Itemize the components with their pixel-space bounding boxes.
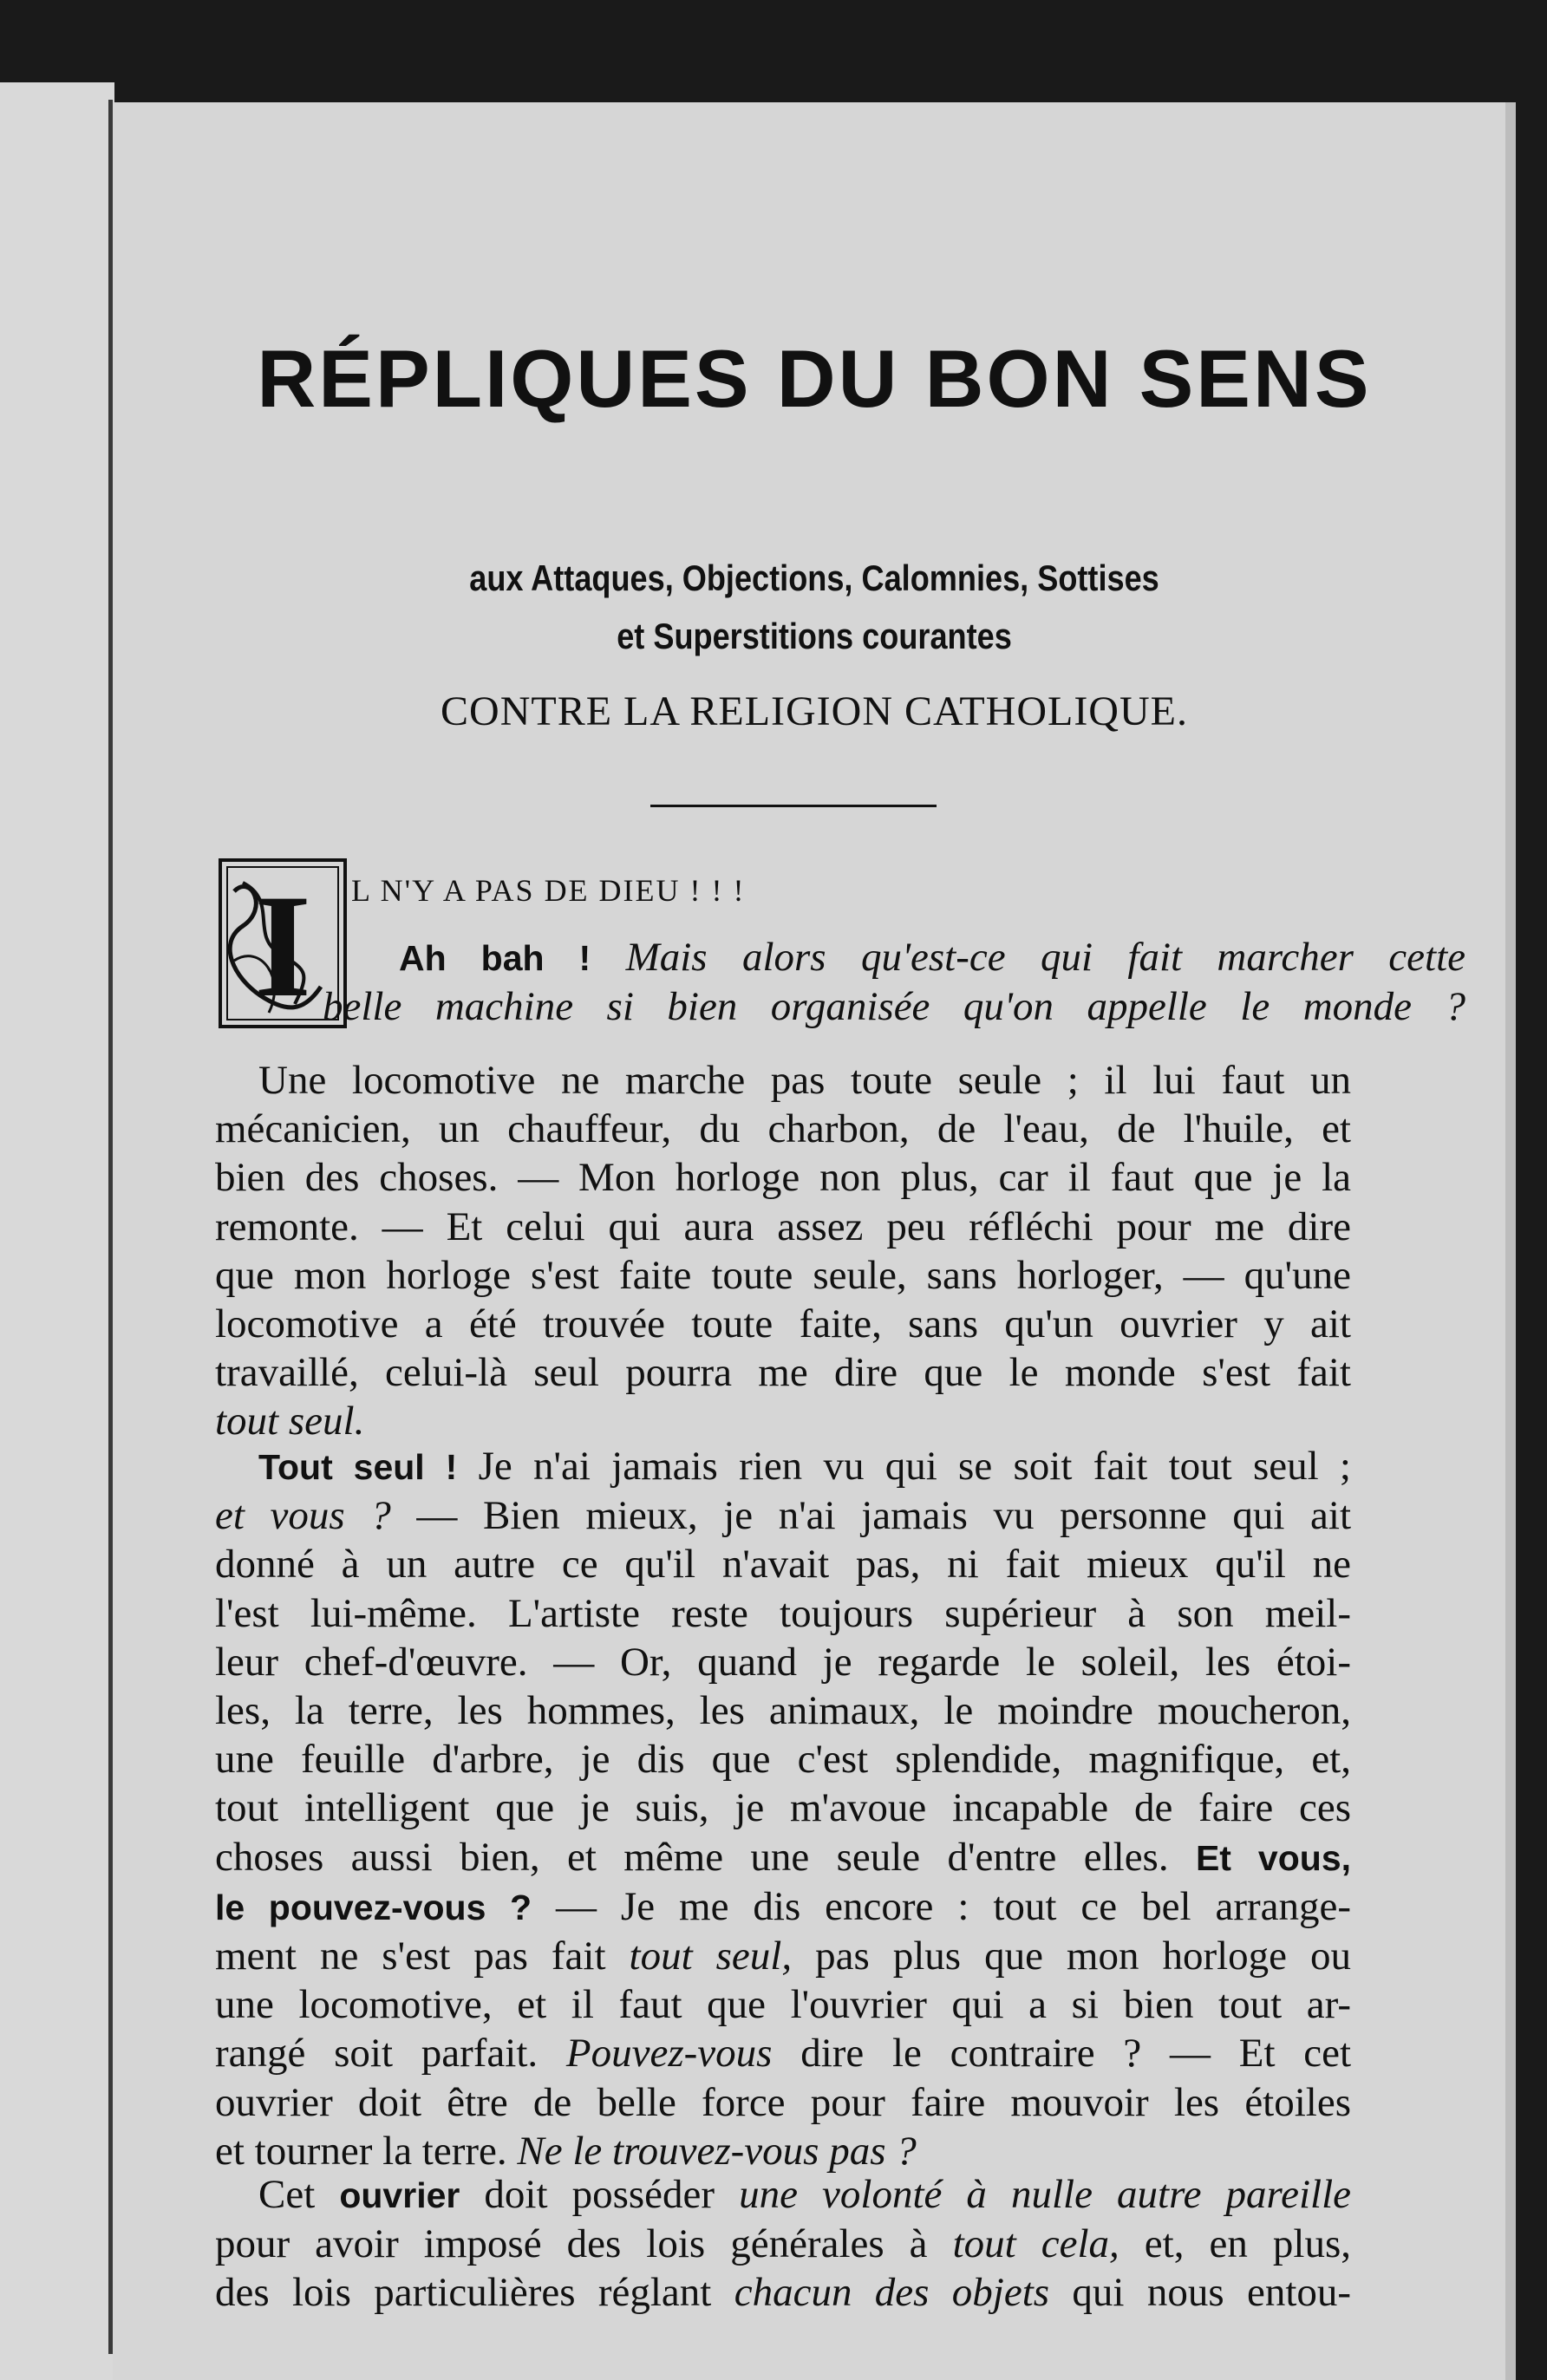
text-line <box>215 2029 1351 2077</box>
section-heading <box>351 872 746 909</box>
text-fragment: pas plus que mon horloge ou <box>815 1933 1352 1979</box>
text-line <box>215 1442 1351 1491</box>
text-line: que mon horloge s'est faite toute seule, sans horloger, — qu'une <box>215 1252 1351 1298</box>
text-line: une locomotive, et il faut que l'ouvrier qui a si bien tout ar- <box>215 1982 1351 2028</box>
ahbah-bold: Ah bah ! <box>399 938 591 978</box>
text-fragment: et, en plus, <box>1144 2221 1351 2267</box>
text-line: l'est lui-même. L'artiste reste toujours supérieur à son meil- <box>215 1590 1351 1636</box>
text-fragment: ment ne s'est pas fait <box>215 1933 606 1979</box>
text-line: mécanicien, un chauffeur, du charbon, de l'eau, de l'huile, et <box>215 1106 1351 1152</box>
dropcap-letter: I <box>253 864 312 1027</box>
text-line: les, la terre, les hommes, les animaux, le moindre moucheron, <box>215 1688 1351 1734</box>
subtitle-line-3: CONTRE LA RELIGION CATHOLIQUE. <box>441 688 1188 734</box>
text-line: Une locomotive ne marche pas toute seule ; il lui faut un <box>258 1058 1351 1103</box>
text-line <box>215 2170 1351 2220</box>
text-fragment: doit posséder <box>484 2172 715 2217</box>
text-line: ouvrier doit être de belle force pour faire mouvoir les étoiles <box>215 2079 1351 2125</box>
text-line: locomotive a été trouvée toute faite, sans qu'un ouvrier y ait <box>215 1301 1351 1347</box>
text-line: une feuille d'arbre, je dis que c'est splendide, magnifique, et, <box>215 1737 1351 1783</box>
text-line: bien des choses. — Mon horloge non plus, car il faut que je la <box>215 1155 1351 1201</box>
page-title: RÉPLIQUES DU BON SENS <box>257 333 1372 424</box>
text-line: tout intelligent que je suis, je m'avoue incapable de faire ces <box>215 1785 1351 1831</box>
ahbah-line-2 <box>323 982 1465 1031</box>
text-fragment: des lois particulières réglant <box>215 2270 712 2316</box>
text-line: leur chef-d'œuvre. — Or, quand je regarde le soleil, les étoi- <box>215 1639 1351 1685</box>
bold-phrase: Et vous, <box>1195 1837 1352 1878</box>
italic-phrase: tout cela, <box>952 2221 1119 2267</box>
bold-phrase: ouvrier <box>339 2175 460 2215</box>
italic-phrase: tout seul. <box>215 1399 365 1444</box>
text-fragment: choses aussi bien, et même une seule d'entre elles. <box>215 1834 1169 1880</box>
subtitle-line-1: aux Attaques, Objections, Calomnies, Sottises <box>469 558 1159 598</box>
subtitle-line-2: et Superstitions courantes <box>617 616 1012 656</box>
italic-phrase: tout seul, <box>629 1933 793 1979</box>
paragraph-tout-seul <box>215 1442 1351 2175</box>
left-page-edge <box>0 82 114 2380</box>
text-line: remonte. — Et celui qui aura assez peu réfléchi pour me dire <box>215 1203 1351 1249</box>
text-fragment: dire le contraire ? — Et cet <box>800 2031 1352 2077</box>
text-line <box>215 2220 1351 2268</box>
text-line <box>215 1491 1351 1540</box>
ahbah-italic-1: Mais alors qu'est-ce qui fait marcher cette <box>625 935 1465 980</box>
paragraph-ouvrier <box>215 2170 1351 2318</box>
divider-rule <box>650 805 937 807</box>
text-line <box>215 2268 1351 2317</box>
text-line <box>215 1397 1351 1445</box>
page <box>113 102 1516 2380</box>
text-fragment: — Je me dis encore : tout ce bel arrange- <box>555 1883 1352 1929</box>
text-fragment: Cet <box>258 2172 316 2217</box>
section-heading-text: L N'Y A PAS DE DIEU ! ! ! <box>351 873 746 908</box>
text-fragment: rangé soit parfait. <box>215 2031 539 2077</box>
paragraph-locomotive <box>215 1056 1351 1446</box>
ahbah-line-1 <box>399 933 1465 982</box>
text-fragment: et tourner la terre. <box>215 2128 507 2174</box>
italic-phrase: chacun des objets <box>734 2270 1050 2316</box>
bold-phrase: le pouvez-vous ? <box>215 1887 532 1927</box>
text-line: donné à un autre ce qu'il n'avait pas, ni fait mieux qu'il ne <box>215 1542 1351 1588</box>
text-fragment: qui nous entou- <box>1072 2270 1352 2316</box>
italic-phrase: et vous ? <box>215 1493 391 1539</box>
bold-phrase: Tout seul ! <box>258 1447 458 1487</box>
text-line <box>215 1882 1351 1932</box>
paragraph-ahbah <box>323 933 1465 1031</box>
text-line <box>215 1932 1351 1980</box>
text-line <box>215 1833 1351 1882</box>
italic-phrase: Ne le trouvez-vous pas ? <box>517 2128 917 2174</box>
italic-phrase: Pouvez-vous <box>565 2031 773 2077</box>
italic-phrase: une volonté à nulle autre pareille <box>739 2172 1351 2217</box>
text-line <box>215 2127 1351 2175</box>
text-fragment: pour avoir imposé des lois générales à <box>215 2221 928 2267</box>
text-fragment: Je n'ai jamais rien vu qui se soit fait tout seul ; <box>478 1444 1351 1489</box>
text-fragment: — Bien mieux, je n'ai jamais vu personne qui ait <box>416 1493 1352 1539</box>
ahbah-italic-2: belle machine si bien organisée qu'on appelle le monde ? <box>323 984 1465 1030</box>
text-line: travaillé, celui-là seul pourra me dire que le monde s'est fait <box>215 1350 1351 1396</box>
